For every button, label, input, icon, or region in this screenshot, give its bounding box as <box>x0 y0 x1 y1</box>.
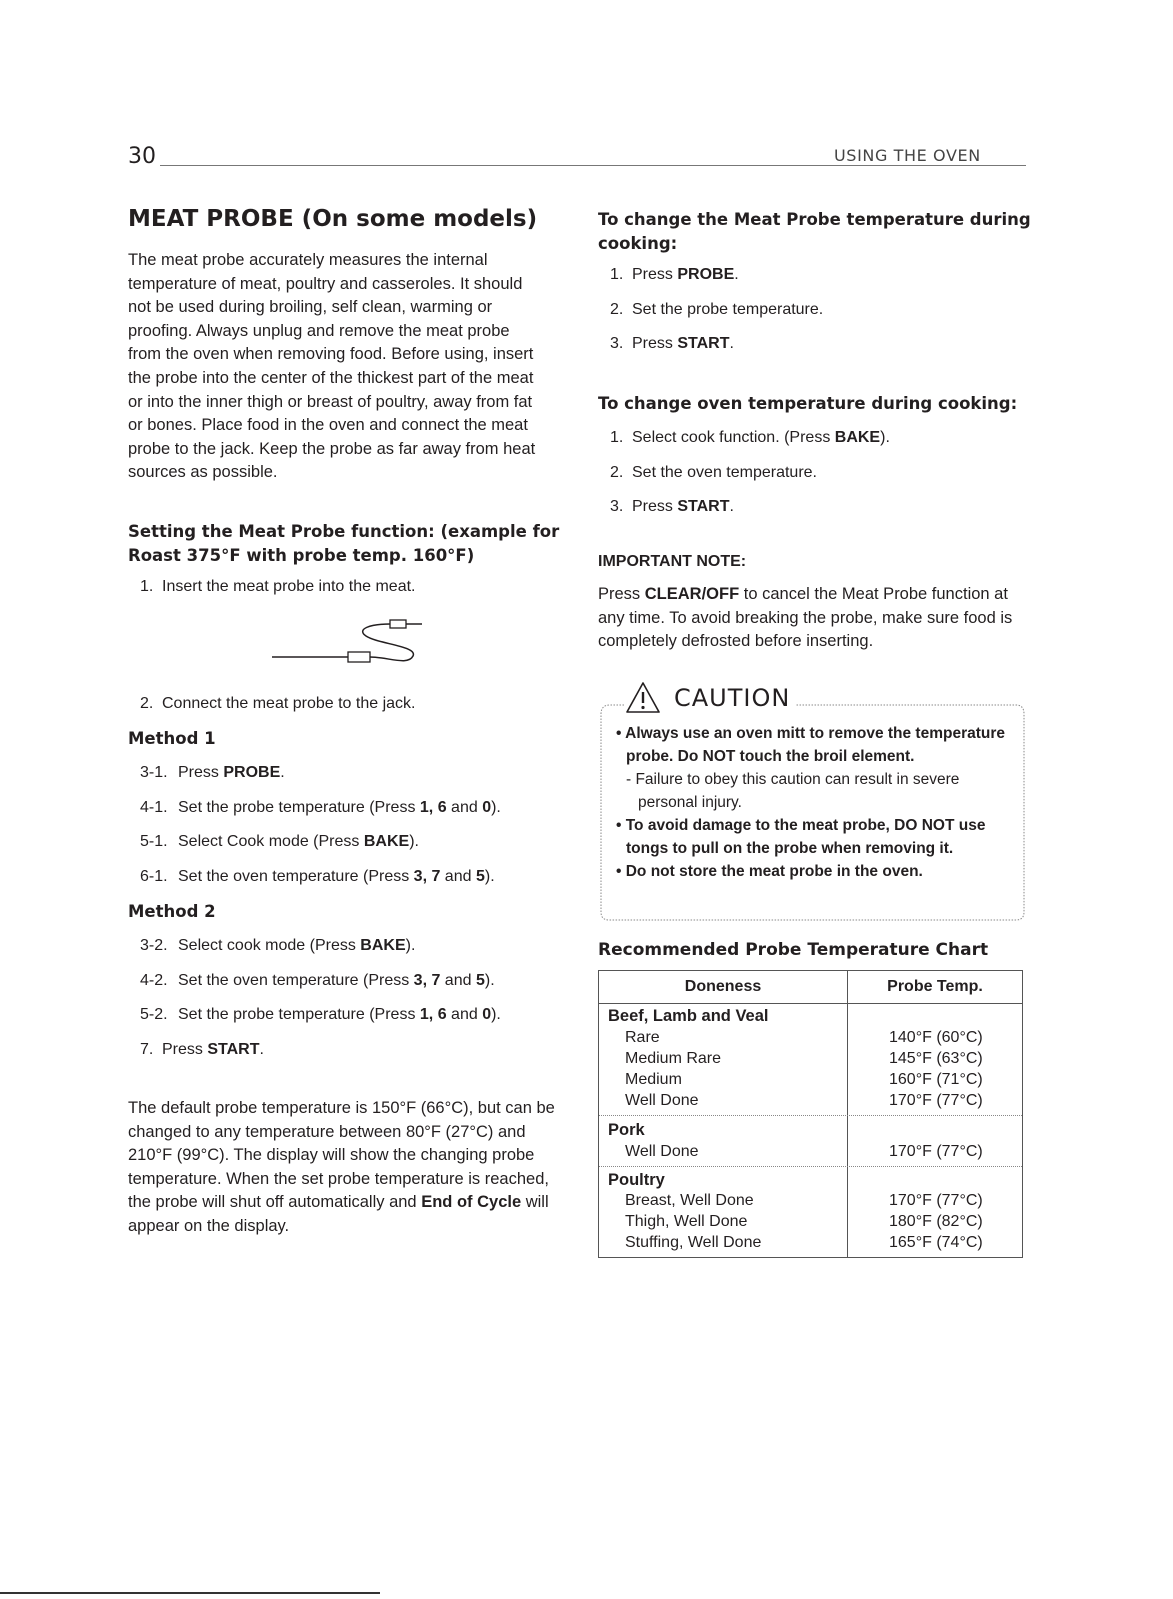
step-text: ). <box>491 798 501 816</box>
step-number: 2. <box>610 463 624 481</box>
column-header-doneness: Doneness <box>684 978 762 995</box>
method-step <box>140 797 501 819</box>
page-number: 30 <box>128 144 156 169</box>
default-temperature-paragraph <box>128 1097 556 1239</box>
step-text: ). <box>484 971 495 989</box>
temp-cell: 165°F (74°C) <box>889 1234 983 1251</box>
change-step <box>610 462 890 484</box>
method-1-steps <box>140 762 501 888</box>
heading-line: cooking: <box>598 234 678 253</box>
section-title: USING THE OVEN <box>834 146 981 165</box>
group-name: Poultry <box>608 1171 665 1189</box>
change-step <box>610 496 890 518</box>
method-step <box>140 831 501 853</box>
meat-probe-illustration <box>270 614 430 674</box>
important-note-heading: IMPORTANT NOTE: <box>598 553 747 570</box>
group-name: Beef, Lamb and Veal <box>608 1007 769 1025</box>
step-key: 0 <box>482 1006 492 1023</box>
step-key: START <box>677 498 730 515</box>
step-text: and <box>446 798 483 816</box>
header-rule <box>160 165 1026 166</box>
step-key: 1, 6 <box>419 1006 447 1023</box>
method-1-heading: Method 1 <box>128 729 216 748</box>
step-key: PROBE <box>677 266 735 283</box>
step-number: 3-1. <box>140 764 168 781</box>
step-text: Set the oven temperature (Press <box>178 867 414 885</box>
note-text: to cancel the Meat Probe function at any time. To avoid breaking the probe, make sure food is completely defrosted before inserting. <box>598 585 1013 651</box>
step-text: Connect the meat probe to the jack. <box>162 695 416 712</box>
step-1 <box>140 576 415 598</box>
step-key: 5 <box>475 867 485 885</box>
temp-cell: 180°F (82°C) <box>889 1213 983 1230</box>
caution-line: • Always use an oven mitt to remove the temperature <box>616 725 1006 742</box>
step-text: ). <box>409 833 419 850</box>
method-step <box>140 1039 501 1061</box>
step-text: and <box>440 867 476 885</box>
temp-cell: 140°F (60°C) <box>889 1029 983 1046</box>
clear-off-key: CLEAR/OFF <box>644 585 740 603</box>
step-key: BAKE <box>360 937 406 954</box>
change-oven-heading: To change oven temperature during cooking: <box>598 394 1018 413</box>
step-number: 4-1. <box>140 798 168 816</box>
temp-cell: 170°F (77°C) <box>889 1092 983 1109</box>
temp-cell: 145°F (63°C) <box>889 1050 983 1067</box>
doneness-cell: Rare <box>625 1029 660 1046</box>
table-group-poultry <box>599 1167 1022 1257</box>
caution-line: tongs to pull on the probe when removing it. <box>626 840 954 857</box>
doneness-cell: Medium <box>625 1071 682 1088</box>
step-text: ). <box>405 937 416 954</box>
step-number: 7. <box>140 1040 154 1058</box>
doneness-cell: Well Done <box>625 1092 699 1109</box>
step-text: Insert the meat probe into the meat. <box>162 578 416 595</box>
step-number: 2. <box>140 695 154 712</box>
doneness-cell: Stuffing, Well Done <box>625 1234 762 1251</box>
setting-heading <box>128 520 559 568</box>
step-number: 3. <box>610 498 624 515</box>
step-text: Press <box>632 498 678 515</box>
step-text: Set the probe temperature (Press <box>178 798 420 816</box>
caution-line: • To avoid damage to the meat probe, DO NOT use <box>616 817 986 834</box>
caution-box <box>598 680 1026 924</box>
step-key: 3, 7 <box>413 971 441 989</box>
temp-cell: 170°F (77°C) <box>889 1143 983 1160</box>
note-text: Press <box>598 585 645 603</box>
intro-paragraph: The meat probe accurately measures the internal temperature of meat, poultry and casseroles. It should not be used during broiling, self clean, warming or proofing. Always unplug and remove the meat probe from the oven when removing food. Before using, insert the probe into the center of the thickest part of the meat or into the inner thigh or breast of poultry, away from fat or bones. Place food in the oven and connect the meat probe to the jack. Keep the probe as far away from heat sources as possible. <box>128 251 536 482</box>
step-text: . <box>734 266 739 283</box>
step-number: 1. <box>610 429 624 446</box>
step-text: . <box>259 1040 264 1058</box>
caution-title: CAUTION <box>674 684 791 712</box>
heading-line: To change the Meat Probe temperature during <box>598 210 1031 229</box>
caution-line: personal injury. <box>638 794 742 811</box>
step-text: . <box>729 335 734 352</box>
table-header-row <box>599 971 1022 1004</box>
step-key: 3, 7 <box>413 867 441 885</box>
page-title: MEAT PROBE (On some models) <box>128 206 538 232</box>
probe-temperature-table <box>598 970 1023 1258</box>
method-step <box>140 970 501 992</box>
method-step <box>140 1004 501 1026</box>
step-text: Select cook mode (Press <box>178 937 361 954</box>
step-key: BAKE <box>363 833 410 850</box>
step-text: Press <box>162 1040 208 1058</box>
method-2-heading: Method 2 <box>128 902 216 921</box>
temp-cell: 170°F (77°C) <box>889 1192 983 1209</box>
step-key: 0 <box>482 798 492 816</box>
caution-line: - Failure to obey this caution can result in severe <box>626 771 960 788</box>
caution-line: probe. Do NOT touch the broil element. <box>626 748 915 765</box>
step-number: 1. <box>140 578 154 595</box>
temp-cell: 160°F (71°C) <box>889 1071 983 1088</box>
step-text: Select cook function. (Press <box>632 429 835 446</box>
doneness-cell: Medium Rare <box>625 1050 722 1067</box>
paragraph-text: The default probe temperature is 150°F (66°C), but can be changed to any temperature between 80°F (27°C) and 210°F (99°C). The display will show the changing probe temperature. When the set probe temperature is reached, the probe will shut off automatically and <box>128 1099 555 1212</box>
chart-heading: Recommended Probe Temperature Chart <box>598 940 989 960</box>
step-key: 5 <box>475 971 485 989</box>
step-key: BAKE <box>834 429 881 446</box>
column-header-probe-temp: Probe Temp. <box>887 978 983 995</box>
group-name: Pork <box>608 1121 645 1139</box>
step-text: Press <box>632 266 678 283</box>
important-note-text <box>598 583 1023 654</box>
step-text: Set the probe temperature (Press <box>178 1006 420 1023</box>
step-key: PROBE <box>223 764 281 781</box>
end-of-cycle-label: End of Cycle <box>421 1193 522 1212</box>
method-step <box>140 866 501 888</box>
step-key: START <box>677 335 730 352</box>
caution-content <box>616 722 1005 883</box>
step-text: ). <box>491 1006 501 1023</box>
doneness-cell: Thigh, Well Done <box>625 1213 748 1230</box>
step-number: 3-2. <box>140 937 168 954</box>
change-step <box>610 264 823 286</box>
doneness-cell: Well Done <box>625 1143 699 1160</box>
step-number: 6-1. <box>140 867 168 885</box>
setting-heading-line-1: Setting the Meat Probe function: (example for <box>128 522 560 541</box>
step-key: START <box>207 1040 260 1058</box>
change-oven-steps <box>610 427 890 518</box>
method-step <box>140 762 501 784</box>
setting-heading-line-2: Roast 375°F with probe temp. 160°F) <box>128 546 475 565</box>
step-number: 5-1. <box>140 833 168 850</box>
step-text: Press <box>178 764 224 781</box>
step-text: Press <box>632 335 678 352</box>
step-text: and <box>446 1006 483 1023</box>
change-step <box>610 427 890 449</box>
table-group-pork <box>599 1116 1022 1167</box>
step-number: 3. <box>610 335 624 352</box>
step-text: . <box>280 764 285 781</box>
change-step <box>610 299 823 321</box>
step-number: 5-2. <box>140 1006 168 1023</box>
step-text: ). <box>880 429 890 446</box>
step-text: Select Cook mode (Press <box>178 833 364 850</box>
step-2 <box>140 693 415 715</box>
step-text: . <box>729 498 734 515</box>
step-number: 4-2. <box>140 971 168 989</box>
step-key: 1, 6 <box>419 798 447 816</box>
bottom-edge-rule <box>0 1592 380 1594</box>
caution-line: • Do not store the meat probe in the oven. <box>616 863 923 880</box>
change-step <box>610 333 823 355</box>
step-number: 1. <box>610 266 624 283</box>
warning-triangle-icon <box>624 680 662 716</box>
step-text: Set the oven temperature (Press <box>178 971 414 989</box>
table-group-beef <box>599 1004 1022 1116</box>
step-text: ). <box>484 867 495 885</box>
doneness-cell: Breast, Well Done <box>625 1192 754 1209</box>
method-step <box>140 935 501 957</box>
paragraph-text: will appear on the display. <box>128 1193 549 1235</box>
step-text: Set the probe temperature. <box>632 300 824 318</box>
step-text: Set the oven temperature. <box>632 463 817 481</box>
change-probe-heading <box>598 208 1031 256</box>
change-probe-steps <box>610 264 823 355</box>
step-text: and <box>440 971 476 989</box>
method-2-steps <box>140 935 501 1061</box>
step-number: 2. <box>610 300 624 318</box>
